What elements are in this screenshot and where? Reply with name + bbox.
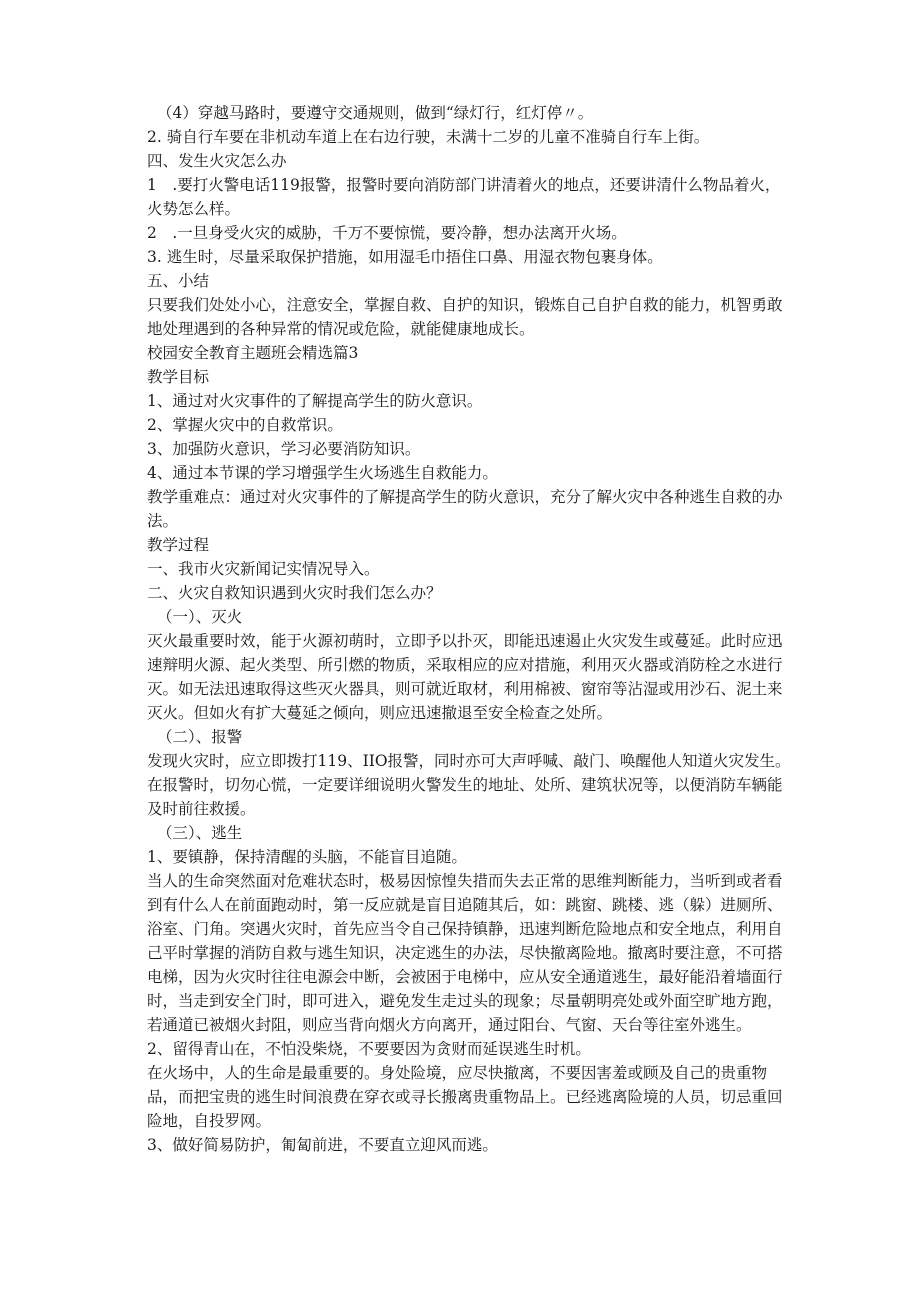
paragraph: 在火场中，人的生命是最重要的。身处险境，应尽快撤离，不要因害羞或顾及自己的贵重物品，而把宝贵的逃生时间浪费在穿衣或寻长搬离贵重物品上。已经逃离险境的人员，切忌重回险地，自投罗网。 <box>147 1064 783 1130</box>
paragraph: 教学重难点：通过对火灾事件的了解提高学生的防火意识，充分了解火灾中各种逃生自救的办法。 <box>147 488 783 530</box>
document-title: 校园安全教育主题班会精选篇3 <box>147 344 359 362</box>
subsection-heading: （二）、报警 <box>157 728 243 746</box>
paragraph: 二、火灾自救知识遇到火灾时我们怎么办？ <box>147 584 442 602</box>
subsection-heading: （一）、灭火 <box>157 608 243 626</box>
section-heading: 教学目标 <box>147 368 210 386</box>
paragraph: 只要我们处处小心，注意安全，掌握自救、自护的知识，锻炼自己自护自救的能力，机智勇敢地处理遇到的各种异常的情况或危险，就能健康地成长。 <box>147 296 783 338</box>
list-item: 1、要镇静，保持清醒的头脑，不能盲目追随。 <box>147 848 467 866</box>
paragraph: （4）穿越马路时，要遵守交通规则，做到“绿灯行，红灯停〃。 <box>157 104 594 122</box>
paragraph: 灭火最重要时效，能于火源初萌时，立即予以扑灭，即能迅速遏止火灾发生或蔓延。此时应迅速辩明火源、起火类型、所引燃的物质，采取相应的应对措施，利用灭火器或消防栓之水进行灭。如无法迅速取得这些灭火器具，则可就近取材，利用棉被、窗帘等沾湿或用沙石、泥土来灭火。但如火有扩大蔓延之倾向，则应迅速撤退至安全检查之处所。 <box>147 632 783 722</box>
subsection-heading: （三）、逃生 <box>157 824 243 842</box>
section-heading: 四、发生火灾怎么办 <box>147 152 287 170</box>
section-heading: 五、小结 <box>147 272 210 290</box>
list-item: 3、加强防火意识，学习必要消防知识。 <box>147 440 421 458</box>
paragraph: 当人的生命突然面对危难状态时，极易因惊惶失措而失去正常的思维判断能力，当听到或者看到有什么人在前面跑动时，第一反应就是盲目追随其后，如：跳窗、跳楼、逃（躲）进厕所、浴室、门角。突遇火灾时，首先应当令自己保持镇静，迅速判断危险地点和安全地点，利用自己平时掌握的消防自救与逃生知识，决定逃生的办法，尽快撤离险地。撤离时要注意，不可搭电梯，因为火灾时往往电源会中断，会被困于电梯中，应从安全通道逃生，最好能沿着墙面行时，当走到安全门时，即可进入，避免发生走过头的现象；尽量朝明亮处或外面空旷地方跑，若通道已被烟火封阻，则应当背向烟火方向离开，通过阳台、气窗、天台等往室外逃生。 <box>147 872 783 1034</box>
paragraph: 3. 逃生时，尽量采取保护措施，如用湿毛巾捂住口鼻、用湿衣物包裹身体。 <box>147 248 663 266</box>
section-heading: 教学过程 <box>147 536 210 554</box>
list-item: 2、留得青山在，不怕没柴烧，不要要因为贪财而延误逃生时机。 <box>147 1040 591 1058</box>
paragraph: 发现火灾时，应立即拨打119、IIO报警，同时亦可大声呼喊、敲门、唤醒他人知道火灾发生。在报警时，切勿心慌，一定要详细说明火警发生的地址、处所、建筑状况等，以便消防车辆能及时前往救援。 <box>147 752 791 818</box>
document-body <box>0 101 920 1157</box>
list-item: 1、通过对火灾事件的了解提高学生的防火意识。 <box>147 392 483 410</box>
list-item: 2、掌握火灾中的自救常识。 <box>147 416 343 434</box>
paragraph: 2. 骑自行车要在非机动车道上在右边行驶，未满十二岁的儿童不准骑自行车上街。 <box>147 128 710 146</box>
list-item: 4、通过本节课的学习增强学生火场逃生自救能力。 <box>147 464 498 482</box>
paragraph: 一、我市火灾新闻记实情况导入。 <box>147 560 380 578</box>
paragraph: 2 .一旦身受火灾的威胁，千万不要惊慌，要冷静，想办法离开火场。 <box>147 224 627 242</box>
list-item: 3、做好简易防护，匍匐前进，不要直立迎风而逃。 <box>147 1136 498 1154</box>
paragraph: 1 .要打火警电话119报警，报警时要向消防部门讲清着火的地点，还要讲清什么物品着火，火势怎么样。 <box>147 176 781 218</box>
